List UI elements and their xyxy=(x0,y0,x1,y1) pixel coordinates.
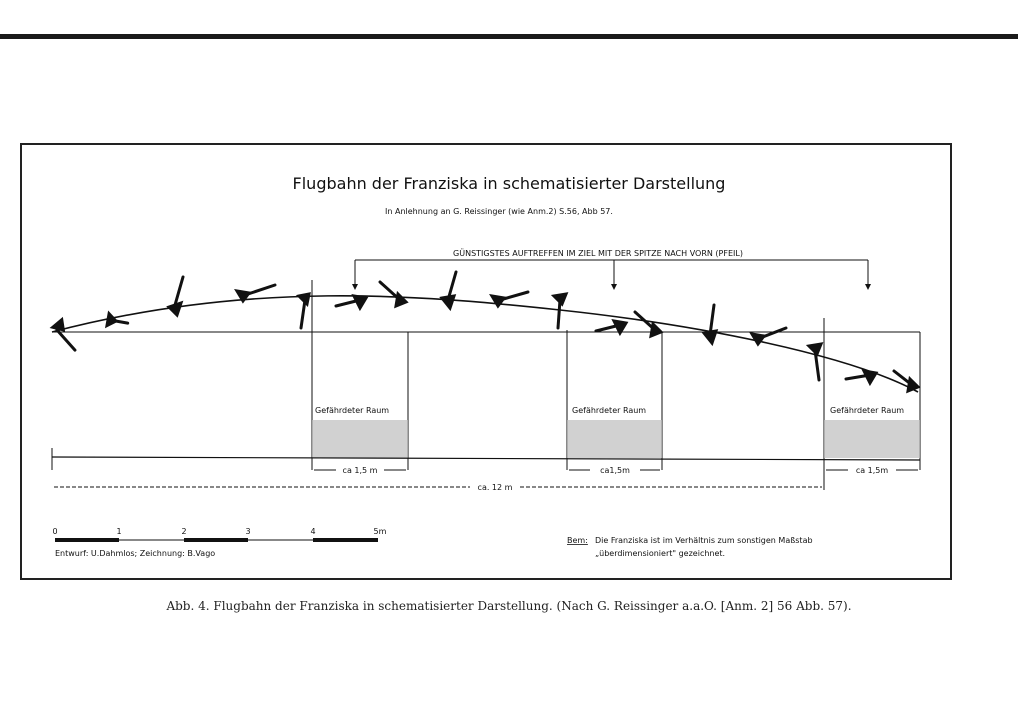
scale-tick-1: 1 xyxy=(116,527,122,536)
scale-tick-0: 0 xyxy=(52,527,58,536)
danger-zone-2 xyxy=(567,330,662,470)
zone-3-width: ca 1,5m xyxy=(855,466,889,475)
zone-2-label: Gefährdeter Raum xyxy=(572,406,647,415)
axe-icon xyxy=(596,321,626,333)
axe-icon xyxy=(51,319,75,354)
flight-path xyxy=(52,296,918,392)
zone-2-width: ca1,5m xyxy=(600,466,630,475)
axe-icon xyxy=(752,328,786,344)
zone-1-width: ca 1,5 m xyxy=(342,466,378,475)
axe-icon xyxy=(336,296,366,308)
figure-title: Flugbahn der Franziska in schematisierter Darstellung xyxy=(292,174,726,193)
impact-bracket xyxy=(355,260,868,286)
scale-tick-3: 3 xyxy=(245,527,251,536)
ground-line xyxy=(52,457,920,460)
total-distance-label: ca. 12 m xyxy=(477,483,513,492)
figure-subtitle: In Anlehnung an G. Reissinger (wie Anm.2) S.56, Abb 57. xyxy=(385,207,613,216)
danger-zone-3 xyxy=(824,318,920,490)
axe-icon xyxy=(846,371,876,383)
axe-icon xyxy=(894,371,918,391)
axe-icon xyxy=(704,305,716,343)
impact-label: GÜNSTIGSTES AUFTREFFEN IM ZIEL MIT DER SPITZE NACH VORN (PFEIL) xyxy=(453,249,743,258)
scale-tick-2: 2 xyxy=(181,527,187,536)
credits: Entwurf: U.Dahmlos; Zeichnung: B.Vago xyxy=(55,549,216,558)
scale-tick-4: 4 xyxy=(310,527,316,536)
axe-icon xyxy=(380,282,406,306)
zone-1-label: Gefährdeter Raum xyxy=(315,406,390,415)
figure-caption: Abb. 4. Flugbahn der Franziska in schematisierter Darstellung. (Nach G. Reissinger a.a.O. [Anm. 2] 56 Abb. 57). xyxy=(166,599,852,613)
note-label: Bem: xyxy=(567,536,588,545)
axe-icon xyxy=(442,272,456,308)
zone-3-label: Gefährdeter Raum xyxy=(830,406,905,415)
axe-icon xyxy=(169,277,183,315)
axe-icon xyxy=(299,294,309,328)
axe-icon xyxy=(809,344,821,380)
axe-icon xyxy=(492,292,528,306)
note-line-1: Die Franziska ist im Verhältnis zum sonstigen Maßstab xyxy=(595,536,813,545)
scale-tick-5: 5m xyxy=(373,527,387,536)
note-line-2: „überdimensioniert" gezeichnet. xyxy=(595,549,726,558)
scale-bar xyxy=(55,538,378,542)
